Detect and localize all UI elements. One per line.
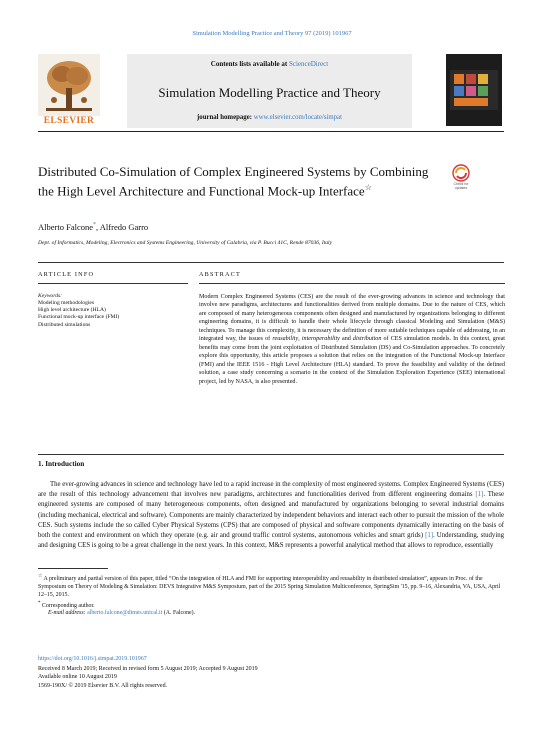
author-affiliation: Dept. of Informatics, Modeling, Electronics and Systems Engineering, University of Calabria, via P. Bucci 41C, Rende 87036, Italy	[38, 240, 333, 246]
email-link[interactable]: alberto.falcone@dimes.unical.it	[87, 610, 163, 616]
homepage-label: journal homepage:	[197, 114, 252, 121]
abstract-part: Modern Complex Engineered Systems (CES) are the result of the ever-growing advances in science and technology that involve new paradigms, architectures and functionalities derived from multiple domains. Due to the nature of CES, which are composed of many heterogeneous components often designed and manufactured by organizations belonging to different engineering domains, it is difficult to handle their whole lifecycle through classical Modeling and Simulation (M&S) techniques. To manage this complexity, it is necessary the definition of more suitable techniques capable of addressing, in an integrated way, the issues of	[199, 294, 505, 343]
abstract-bottom-rule	[38, 454, 504, 455]
check-for-updates-badge[interactable]	[449, 164, 473, 194]
citation-link[interactable]: [1]	[475, 491, 484, 499]
article-title-text: Distributed Co-Simulation of Complex Engineered Systems by Combining the High Level Architecture and Functional Mock-up Interface	[38, 164, 429, 198]
intro-part: The ever-growing advances in science and technology have led to a rapid increase in the complexity of most engineered systems. Complex Engineered Systems (CES) are the result of this technology advancement that involves new paradigms, architectures and functionalities derived from different engineering domains	[38, 481, 504, 499]
author-list	[38, 222, 148, 232]
citation-link[interactable]: [1]	[425, 532, 433, 540]
abstract-emphasis: distribution	[352, 336, 382, 343]
abstract-part: ,	[298, 336, 302, 343]
keywords-label: Keywords:	[38, 293, 63, 299]
footnote-text: A preliminary and partial version of this paper, titled “On the integration of HLA and FMI for supporting interoperability and reusability in distributed simulation”, appears in Proc. of the Symposium on Theory of Modeling & Simulation: DEVS Integrative M&S Symposium, part of the 2015 Spring Simulation Multiconference, SpringSim '15, pp. 9–16, Alexandria, VA, USA, April 12–15, 2015.	[38, 575, 501, 599]
footnote-email	[38, 609, 514, 617]
received-dates: Received 8 March 2019; Received in revised form 5 August 2019; Accepted 9 August 2019	[38, 666, 258, 672]
abstract-part: and	[339, 336, 353, 343]
article-info-heading: ARTICLE INFO	[38, 271, 95, 278]
corresponding-author-mark[interactable]: *	[93, 222, 96, 229]
article-title	[38, 164, 443, 198]
journal-reference[interactable]: Simulation Modelling Practice and Theory 97 (2019) 101967	[192, 30, 352, 37]
doi-link[interactable]: https://doi.org/10.1016/j.simpat.2019.101967	[38, 656, 147, 662]
article-dates	[38, 665, 258, 690]
contents-line	[127, 60, 412, 68]
section-rule	[38, 262, 504, 263]
author-separator: ,	[96, 222, 100, 232]
keyword-item: Functional mock-up interface (FMI)	[38, 314, 120, 321]
check-updates-label: Check for updates	[453, 182, 469, 190]
footnote-rule	[38, 568, 108, 569]
author-name[interactable]: Alberto Falcone	[38, 222, 93, 232]
abstract-heading: ABSTRACT	[199, 271, 241, 278]
header-rule	[38, 131, 504, 132]
footnote-text: Corresponding author.	[40, 602, 95, 609]
footnote-mark: ☆	[38, 574, 43, 579]
keyword-item: High level architecture (HLA)	[38, 307, 106, 314]
intro-part: . Understanding, studying and designing CES is going to be a great challenge in the next years. In this context, M&S represents a powerful analytical method that allows to reproduce, essentially	[38, 532, 505, 550]
abstract-rule	[199, 283, 505, 284]
author-name[interactable]: Alfredo Garro	[99, 222, 149, 232]
homepage-link[interactable]: www.elsevier.com/locate/simpat	[253, 114, 342, 121]
title-footnote-mark[interactable]: ☆	[364, 182, 372, 192]
keyword-item: Modeling methodologies	[38, 300, 95, 306]
elsevier-tree-logo	[38, 54, 100, 116]
sciencedirect-link[interactable]: ScienceDirect	[288, 60, 329, 68]
contents-prefix: Contents lists available at	[210, 60, 289, 68]
email-label: E-mail address:	[48, 610, 88, 616]
footnote-preliminary	[38, 573, 504, 600]
journal-title: Simulation Modelling Practice and Theory	[158, 85, 381, 100]
footnote-mark: *	[38, 601, 41, 606]
abstract-emphasis: interoperability	[301, 336, 340, 343]
abstract-part: of CES simulation models. In this context, great benefits may come from the joint exploitation of Distributed Simulation (DS) and Co-Simulation approaches. To concretely explore this opportunity, this article proposes a solution that relies on the integration of the Functional Mock-up Interface (FMI) and the IEEE 1516 - High Level Architecture (HLA) standard. To prove the feasibility and validity of the defined solution, a case study concerning a scenario in the context of the Simulation Exploration Experience (SEE) international project, led by NASA, is also presented.	[199, 336, 505, 385]
journal-cover-image	[446, 54, 502, 126]
keyword-item: Distributed simulations	[38, 321, 91, 328]
check-updates-icon	[449, 164, 473, 182]
abstract-emphasis: reusability	[272, 336, 299, 343]
publisher-logo-text: ELSEVIER	[43, 116, 95, 126]
introduction-heading: 1. Introduction	[38, 460, 85, 468]
abstract-text	[199, 293, 505, 386]
intro-part: . These engineered systems are composed of many heterogeneous components, often designed and manufactured by organizations belonging to several industrial domains (including mechanical, electrical and software). Components are mainly characterized by independent behaviors and interact each other to pursuit the mission of the whole CES. Such systems include the so called Cyber Physical Systems (CPS) that are composed of physical and software components dynamically interacting on the basis of both the context and environment on which they operate (e.g. air and ground traffic control systems, autonomous vehicles and smart grids)	[38, 491, 504, 540]
available-online: Available online 10 August 2019	[38, 674, 117, 681]
introduction-text	[38, 480, 504, 551]
journal-homepage	[127, 114, 412, 121]
copyright-line: 1569-190X/ © 2019 Elsevier B.V. All rights reserved.	[38, 682, 168, 689]
keywords-list	[38, 300, 119, 329]
email-suffix: (A. Falcone).	[162, 610, 196, 616]
article-info-rule	[38, 283, 188, 284]
